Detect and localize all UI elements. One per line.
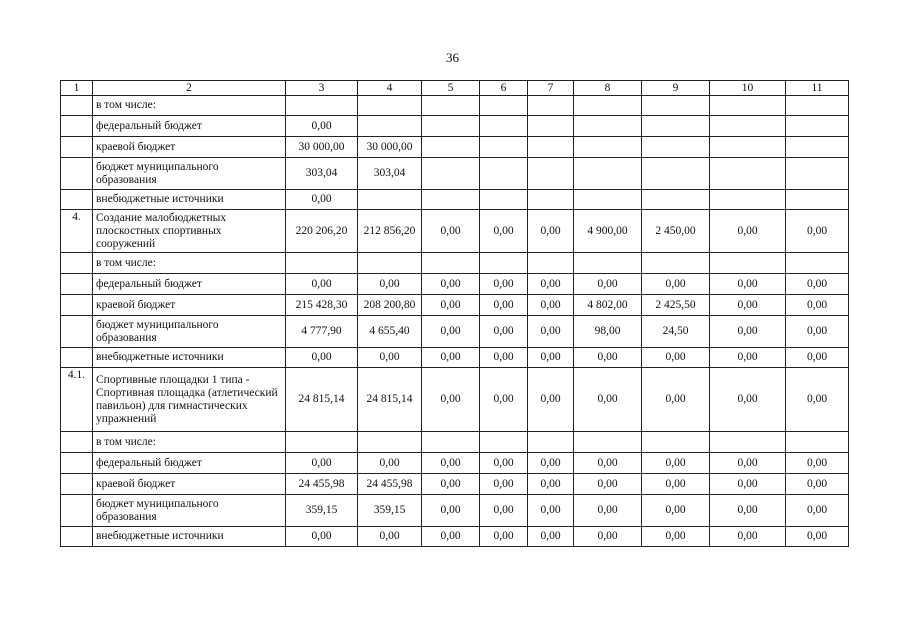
col11-cell bbox=[786, 116, 849, 137]
col8-cell bbox=[574, 158, 642, 190]
col3-cell: 4 777,90 bbox=[286, 316, 358, 348]
col11-cell: 0,00 bbox=[786, 348, 849, 368]
col11-cell bbox=[786, 137, 849, 158]
col7-cell: 0,00 bbox=[528, 368, 574, 432]
col4-cell bbox=[358, 432, 422, 453]
table-row bbox=[61, 210, 849, 253]
table-row bbox=[61, 527, 849, 547]
col3-cell bbox=[286, 253, 358, 274]
col11-cell bbox=[786, 96, 849, 116]
col9-cell: 2 425,50 bbox=[642, 295, 710, 316]
col6-cell: 0,00 bbox=[480, 316, 528, 348]
col7-cell bbox=[528, 116, 574, 137]
description-cell: федеральный бюджет bbox=[93, 274, 286, 295]
col11-cell: 0,00 bbox=[786, 368, 849, 432]
col3-cell: 359,15 bbox=[286, 495, 358, 527]
col9-cell: 2 450,00 bbox=[642, 210, 710, 253]
row-number-cell bbox=[61, 432, 93, 453]
col7-cell bbox=[528, 190, 574, 210]
row-number-cell bbox=[61, 474, 93, 495]
table-row bbox=[61, 368, 849, 432]
col5-cell bbox=[422, 96, 480, 116]
col11-cell: 0,00 bbox=[786, 210, 849, 253]
row-number-cell bbox=[61, 158, 93, 190]
col11-cell: 0,00 bbox=[786, 316, 849, 348]
row-number-cell bbox=[61, 453, 93, 474]
col11-cell bbox=[786, 432, 849, 453]
col10-cell bbox=[710, 190, 786, 210]
col7-cell: 0,00 bbox=[528, 453, 574, 474]
col8-cell: 4 900,00 bbox=[574, 210, 642, 253]
col3-cell bbox=[286, 432, 358, 453]
col6-cell: 0,00 bbox=[480, 274, 528, 295]
col3-cell bbox=[286, 96, 358, 116]
col11-cell: 0,00 bbox=[786, 453, 849, 474]
col10-cell: 0,00 bbox=[710, 453, 786, 474]
col9-cell: 0,00 bbox=[642, 474, 710, 495]
col3-cell: 30 000,00 bbox=[286, 137, 358, 158]
row-number-cell: 4.1. bbox=[61, 368, 93, 432]
col10-cell: 0,00 bbox=[710, 474, 786, 495]
table-row bbox=[61, 453, 849, 474]
col7-cell bbox=[528, 158, 574, 190]
page-number: 36 bbox=[446, 50, 459, 65]
col10-cell: 0,00 bbox=[710, 348, 786, 368]
col6-cell bbox=[480, 432, 528, 453]
col9-cell: 0,00 bbox=[642, 348, 710, 368]
column-header: 2 bbox=[93, 81, 286, 96]
table-row bbox=[61, 96, 849, 116]
col6-cell: 0,00 bbox=[480, 210, 528, 253]
col3-cell: 0,00 bbox=[286, 190, 358, 210]
description-cell: федеральный бюджет bbox=[93, 116, 286, 137]
col11-cell: 0,00 bbox=[786, 527, 849, 547]
col7-cell: 0,00 bbox=[528, 474, 574, 495]
col6-cell bbox=[480, 253, 528, 274]
col8-cell: 0,00 bbox=[574, 527, 642, 547]
table-row bbox=[61, 116, 849, 137]
col9-cell bbox=[642, 96, 710, 116]
col7-cell: 0,00 bbox=[528, 210, 574, 253]
col4-cell: 208 200,80 bbox=[358, 295, 422, 316]
column-header: 7 bbox=[528, 81, 574, 96]
row-number-cell: 4. bbox=[61, 210, 93, 253]
col8-cell: 98,00 bbox=[574, 316, 642, 348]
budget-table bbox=[60, 80, 849, 547]
column-header: 10 bbox=[710, 81, 786, 96]
col6-cell bbox=[480, 158, 528, 190]
description-cell: бюджет муниципального образования bbox=[93, 158, 286, 190]
col9-cell bbox=[642, 253, 710, 274]
col11-cell bbox=[786, 253, 849, 274]
col9-cell: 0,00 bbox=[642, 368, 710, 432]
col9-cell: 0,00 bbox=[642, 495, 710, 527]
col7-cell bbox=[528, 137, 574, 158]
col9-cell bbox=[642, 190, 710, 210]
col9-cell: 24,50 bbox=[642, 316, 710, 348]
table-row bbox=[61, 316, 849, 348]
col5-cell: 0,00 bbox=[422, 474, 480, 495]
description-cell: краевой бюджет bbox=[93, 137, 286, 158]
col3-cell: 0,00 bbox=[286, 527, 358, 547]
col8-cell: 0,00 bbox=[574, 474, 642, 495]
table-row bbox=[61, 474, 849, 495]
col3-cell: 0,00 bbox=[286, 348, 358, 368]
col8-cell bbox=[574, 96, 642, 116]
col6-cell: 0,00 bbox=[480, 453, 528, 474]
col7-cell: 0,00 bbox=[528, 495, 574, 527]
col4-cell: 24 455,98 bbox=[358, 474, 422, 495]
col9-cell bbox=[642, 116, 710, 137]
table-row bbox=[61, 495, 849, 527]
col8-cell bbox=[574, 432, 642, 453]
col8-cell: 0,00 bbox=[574, 274, 642, 295]
col10-cell bbox=[710, 432, 786, 453]
col10-cell bbox=[710, 158, 786, 190]
col5-cell: 0,00 bbox=[422, 316, 480, 348]
col8-cell bbox=[574, 137, 642, 158]
table-row bbox=[61, 137, 849, 158]
description-cell: в том числе: bbox=[93, 432, 286, 453]
row-number-cell bbox=[61, 527, 93, 547]
col7-cell bbox=[528, 432, 574, 453]
col8-cell: 0,00 bbox=[574, 368, 642, 432]
col9-cell: 0,00 bbox=[642, 527, 710, 547]
col5-cell bbox=[422, 137, 480, 158]
col4-cell: 4 655,40 bbox=[358, 316, 422, 348]
col10-cell: 0,00 bbox=[710, 295, 786, 316]
col11-cell bbox=[786, 190, 849, 210]
col3-cell: 24 455,98 bbox=[286, 474, 358, 495]
col6-cell: 0,00 bbox=[480, 295, 528, 316]
row-number-cell bbox=[61, 295, 93, 316]
col11-cell bbox=[786, 158, 849, 190]
col6-cell: 0,00 bbox=[480, 495, 528, 527]
col5-cell bbox=[422, 190, 480, 210]
col4-cell: 24 815,14 bbox=[358, 368, 422, 432]
col7-cell: 0,00 bbox=[528, 274, 574, 295]
col6-cell: 0,00 bbox=[480, 348, 528, 368]
col10-cell: 0,00 bbox=[710, 368, 786, 432]
col4-cell: 30 000,00 bbox=[358, 137, 422, 158]
col6-cell bbox=[480, 190, 528, 210]
col8-cell: 0,00 bbox=[574, 453, 642, 474]
col10-cell: 0,00 bbox=[710, 316, 786, 348]
col11-cell: 0,00 bbox=[786, 474, 849, 495]
description-cell: краевой бюджет bbox=[93, 474, 286, 495]
col7-cell bbox=[528, 96, 574, 116]
col10-cell bbox=[710, 253, 786, 274]
col5-cell: 0,00 bbox=[422, 274, 480, 295]
col9-cell: 0,00 bbox=[642, 453, 710, 474]
col8-cell: 0,00 bbox=[574, 348, 642, 368]
col7-cell: 0,00 bbox=[528, 316, 574, 348]
col10-cell: 0,00 bbox=[710, 495, 786, 527]
col4-cell: 0,00 bbox=[358, 348, 422, 368]
col9-cell bbox=[642, 137, 710, 158]
column-header: 11 bbox=[786, 81, 849, 96]
col4-cell bbox=[358, 96, 422, 116]
col6-cell bbox=[480, 116, 528, 137]
col11-cell: 0,00 bbox=[786, 495, 849, 527]
table-row bbox=[61, 348, 849, 368]
table-row bbox=[61, 190, 849, 210]
col7-cell: 0,00 bbox=[528, 295, 574, 316]
table-row bbox=[61, 295, 849, 316]
description-cell: бюджет муниципального образования bbox=[93, 495, 286, 527]
description-cell: федеральный бюджет bbox=[93, 453, 286, 474]
table-header-row bbox=[61, 81, 849, 96]
column-header: 1 bbox=[61, 81, 93, 96]
column-header: 9 bbox=[642, 81, 710, 96]
col6-cell: 0,00 bbox=[480, 527, 528, 547]
column-header: 6 bbox=[480, 81, 528, 96]
row-number-cell bbox=[61, 274, 93, 295]
row-number-cell bbox=[61, 348, 93, 368]
col5-cell bbox=[422, 253, 480, 274]
col9-cell: 0,00 bbox=[642, 274, 710, 295]
description-cell: бюджет муниципального образования bbox=[93, 316, 286, 348]
col10-cell bbox=[710, 96, 786, 116]
table-row bbox=[61, 253, 849, 274]
col8-cell bbox=[574, 116, 642, 137]
description-cell: внебюджетные источники bbox=[93, 348, 286, 368]
col6-cell: 0,00 bbox=[480, 474, 528, 495]
column-header: 4 bbox=[358, 81, 422, 96]
col8-cell bbox=[574, 190, 642, 210]
description-cell: внебюджетные источники bbox=[93, 527, 286, 547]
row-number-cell bbox=[61, 316, 93, 348]
col5-cell: 0,00 bbox=[422, 348, 480, 368]
col3-cell: 24 815,14 bbox=[286, 368, 358, 432]
col3-cell: 0,00 bbox=[286, 274, 358, 295]
row-number-cell bbox=[61, 137, 93, 158]
col10-cell bbox=[710, 116, 786, 137]
col11-cell: 0,00 bbox=[786, 274, 849, 295]
col4-cell bbox=[358, 116, 422, 137]
col10-cell: 0,00 bbox=[710, 210, 786, 253]
table-row bbox=[61, 432, 849, 453]
col7-cell bbox=[528, 253, 574, 274]
col8-cell bbox=[574, 253, 642, 274]
col3-cell: 215 428,30 bbox=[286, 295, 358, 316]
col7-cell: 0,00 bbox=[528, 527, 574, 547]
col9-cell bbox=[642, 158, 710, 190]
col6-cell bbox=[480, 137, 528, 158]
col3-cell: 0,00 bbox=[286, 453, 358, 474]
description-cell: внебюджетные источники bbox=[93, 190, 286, 210]
col4-cell: 0,00 bbox=[358, 274, 422, 295]
table-row bbox=[61, 274, 849, 295]
row-number-cell bbox=[61, 495, 93, 527]
col4-cell bbox=[358, 253, 422, 274]
col8-cell: 0,00 bbox=[574, 495, 642, 527]
row-number-cell bbox=[61, 96, 93, 116]
row-number-cell bbox=[61, 190, 93, 210]
col5-cell: 0,00 bbox=[422, 295, 480, 316]
col4-cell: 0,00 bbox=[358, 453, 422, 474]
description-cell: в том числе: bbox=[93, 253, 286, 274]
description-cell: в том числе: bbox=[93, 96, 286, 116]
column-header: 3 bbox=[286, 81, 358, 96]
col8-cell: 4 802,00 bbox=[574, 295, 642, 316]
description-cell: краевой бюджет bbox=[93, 295, 286, 316]
description-cell: Спортивные площадки 1 типа - Спортивная площадка (атлетический павильон) для гимнастических упражнений bbox=[93, 368, 286, 432]
col5-cell: 0,00 bbox=[422, 527, 480, 547]
col5-cell: 0,00 bbox=[422, 495, 480, 527]
column-header: 5 bbox=[422, 81, 480, 96]
col11-cell: 0,00 bbox=[786, 295, 849, 316]
column-header: 8 bbox=[574, 81, 642, 96]
col5-cell: 0,00 bbox=[422, 210, 480, 253]
table-row bbox=[61, 158, 849, 190]
col5-cell: 0,00 bbox=[422, 453, 480, 474]
col10-cell bbox=[710, 137, 786, 158]
description-cell: Создание малобюджетных плоскостных спортивных сооружений bbox=[93, 210, 286, 253]
col3-cell: 303,04 bbox=[286, 158, 358, 190]
col4-cell bbox=[358, 190, 422, 210]
col5-cell: 0,00 bbox=[422, 368, 480, 432]
col5-cell bbox=[422, 158, 480, 190]
col4-cell: 303,04 bbox=[358, 158, 422, 190]
col5-cell bbox=[422, 116, 480, 137]
col7-cell: 0,00 bbox=[528, 348, 574, 368]
col4-cell: 0,00 bbox=[358, 527, 422, 547]
row-number-cell bbox=[61, 116, 93, 137]
col6-cell bbox=[480, 96, 528, 116]
col5-cell bbox=[422, 432, 480, 453]
row-number-cell bbox=[61, 253, 93, 274]
col3-cell: 0,00 bbox=[286, 116, 358, 137]
col6-cell: 0,00 bbox=[480, 368, 528, 432]
col4-cell: 212 856,20 bbox=[358, 210, 422, 253]
col9-cell bbox=[642, 432, 710, 453]
col4-cell: 359,15 bbox=[358, 495, 422, 527]
col3-cell: 220 206,20 bbox=[286, 210, 358, 253]
col10-cell: 0,00 bbox=[710, 527, 786, 547]
col10-cell: 0,00 bbox=[710, 274, 786, 295]
